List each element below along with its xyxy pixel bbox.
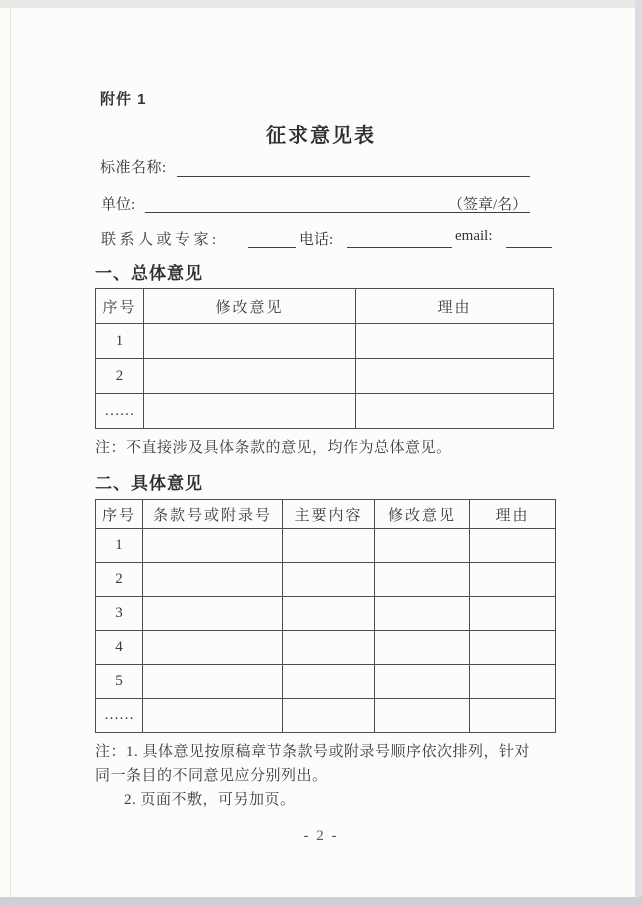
phone-label: 电话: — [299, 232, 334, 248]
col-header-reason: 理由 — [470, 500, 556, 529]
contact-label: 联系人或专家: — [101, 232, 220, 248]
table-header-row — [96, 500, 556, 529]
page-title: 征求意见表 — [266, 125, 376, 147]
col-header-index: 序号 — [96, 500, 143, 529]
cell-reason — [470, 529, 556, 563]
col-header-clause: 条款号或附录号 — [143, 500, 283, 529]
specific-comments-table — [95, 499, 556, 733]
cell-reason — [470, 563, 556, 597]
cell-reason — [470, 597, 556, 631]
scan-edge-top — [0, 0, 642, 8]
cell-reason — [470, 699, 556, 733]
contact-field — [248, 247, 296, 248]
attachment-label: 附件 1 — [100, 91, 147, 108]
cell-content — [283, 665, 375, 699]
cell-clause — [143, 699, 283, 733]
col-header-reason: 理由 — [356, 289, 554, 324]
cell-clause — [143, 529, 283, 563]
cell-content — [283, 563, 375, 597]
cell-content — [283, 597, 375, 631]
col-header-comment: 修改意见 — [375, 500, 470, 529]
section1-heading: 一、总体意见 — [95, 264, 203, 283]
cell-comment — [144, 359, 356, 394]
scan-edge-bottom — [0, 897, 642, 905]
cell-content — [283, 699, 375, 733]
col-header-comment: 修改意见 — [144, 289, 356, 324]
table-row — [96, 529, 556, 563]
cell-comment — [375, 529, 470, 563]
row-index: 1 — [96, 529, 143, 563]
phone-field — [347, 247, 452, 248]
col-header-index: 序号 — [96, 289, 144, 324]
row-index: …… — [96, 394, 144, 429]
cell-comment — [144, 324, 356, 359]
cell-clause — [143, 631, 283, 665]
row-index: 4 — [96, 631, 143, 665]
email-field — [506, 247, 552, 248]
row-index: 2 — [96, 563, 143, 597]
cell-content — [283, 529, 375, 563]
cell-reason — [356, 394, 554, 429]
cell-content — [283, 631, 375, 665]
row-index: …… — [96, 699, 143, 733]
table-row — [96, 665, 556, 699]
section2-note-line2: 同一条目的不同意见应分别列出。 — [95, 768, 328, 784]
cell-comment — [375, 665, 470, 699]
cell-comment — [375, 597, 470, 631]
col-header-content: 主要内容 — [283, 500, 375, 529]
row-index: 1 — [96, 324, 144, 359]
cell-reason — [356, 359, 554, 394]
table-row — [96, 359, 554, 394]
row-index: 3 — [96, 597, 143, 631]
table-row — [96, 563, 556, 597]
standard-name-field — [177, 176, 530, 177]
cell-reason — [470, 665, 556, 699]
cell-reason — [356, 324, 554, 359]
cell-comment — [375, 631, 470, 665]
section2-note-line3: 2. 页面不敷，可另加页。 — [124, 792, 296, 808]
table-row — [96, 324, 554, 359]
cell-clause — [143, 665, 283, 699]
page-number: - 2 - — [303, 828, 339, 844]
table-row — [96, 631, 556, 665]
signature-hint: （签章/名） — [448, 197, 528, 213]
section2-heading: 二、具体意见 — [95, 474, 203, 493]
cell-reason — [470, 631, 556, 665]
table-row — [96, 699, 556, 733]
standard-name-label: 标准名称: — [100, 160, 167, 176]
table-row — [96, 597, 556, 631]
table-header-row — [96, 289, 554, 324]
cell-comment — [375, 563, 470, 597]
cell-clause — [143, 597, 283, 631]
email-label: email: — [455, 228, 493, 244]
cell-comment — [144, 394, 356, 429]
row-index: 2 — [96, 359, 144, 394]
section2-note-line1: 注：1. 具体意见按原稿章节条款号或附录号顺序依次排列，针对 — [95, 744, 531, 760]
overall-comments-table — [95, 288, 554, 429]
table-row — [96, 394, 554, 429]
section1-note: 注：不直接涉及具体条款的意见，均作为总体意见。 — [95, 440, 452, 456]
cell-comment — [375, 699, 470, 733]
cell-clause — [143, 563, 283, 597]
row-index: 5 — [96, 665, 143, 699]
unit-label: 单位: — [101, 197, 136, 213]
